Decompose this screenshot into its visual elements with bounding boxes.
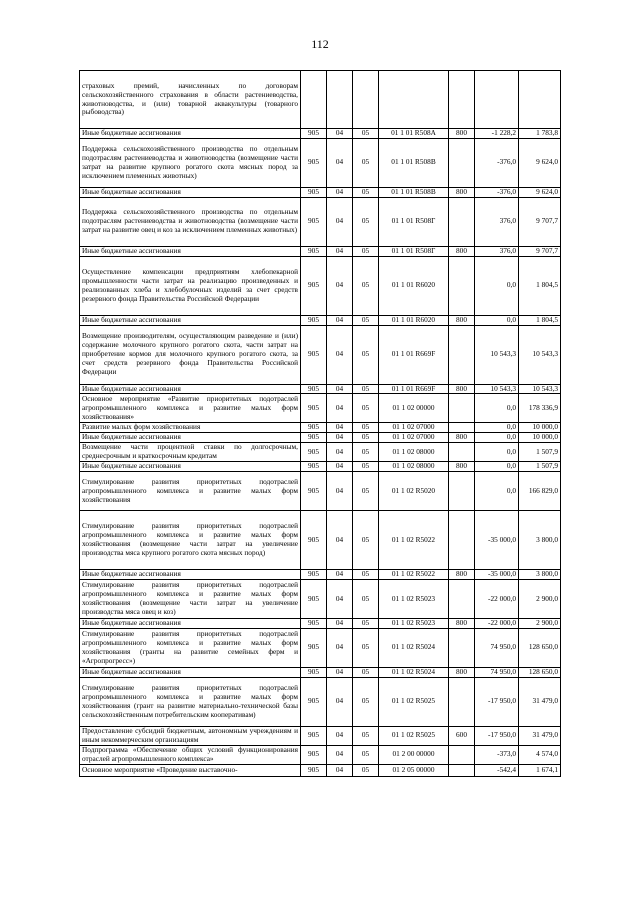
target-article-code: 01 1 02 R5025: [379, 726, 449, 745]
admin-code: 905: [301, 256, 327, 315]
row-name: Стимулирование развития приоритетных подотраслей агропромышленного комплекса и развитие малых форм хозяйствования: [80, 472, 301, 511]
table-row: [80, 745, 561, 764]
table-row: [80, 619, 561, 629]
subsection-code: 05: [353, 726, 379, 745]
subsection-code: 05: [353, 325, 379, 384]
admin-code: 905: [301, 138, 327, 187]
table-row: [80, 628, 561, 667]
total-amount: 10 543,3: [519, 325, 561, 384]
section-code: 04: [327, 129, 353, 139]
table-row: [80, 246, 561, 256]
change-amount: 0,0: [475, 433, 519, 443]
total-amount: [519, 71, 561, 129]
table-row: [80, 129, 561, 139]
row-name: Иные бюджетные ассигнования: [80, 129, 301, 139]
admin-code: 905: [301, 394, 327, 423]
subsection-code: 05: [353, 138, 379, 187]
row-name: Иные бюджетные ассигнования: [80, 570, 301, 580]
subsection-code: 05: [353, 246, 379, 256]
row-name: Иные бюджетные ассигнования: [80, 619, 301, 629]
section-code: 04: [327, 677, 353, 726]
expense-type-code: [449, 394, 475, 423]
table-row: [80, 726, 561, 745]
target-article-code: 01 1 01 R669F: [379, 384, 449, 394]
change-amount: 0,0: [475, 394, 519, 423]
admin-code: 905: [301, 764, 327, 776]
total-amount: 2 900,0: [519, 619, 561, 629]
total-amount: 10 543,3: [519, 384, 561, 394]
target-article-code: 01 1 02 R5022: [379, 511, 449, 570]
target-article-code: 01 1 02 R5024: [379, 667, 449, 677]
row-name: Основное мероприятие «Развитие приоритетных подотраслей агропромышленного комплекса и развитие малых форм хозяйствования»: [80, 394, 301, 423]
admin-code: 905: [301, 628, 327, 667]
admin-code: 905: [301, 570, 327, 580]
table-row: [80, 462, 561, 472]
admin-code: [301, 71, 327, 129]
section-code: 04: [327, 256, 353, 315]
total-amount: 3 800,0: [519, 511, 561, 570]
admin-code: 905: [301, 129, 327, 139]
admin-code: 905: [301, 472, 327, 511]
expense-type-code: 800: [449, 129, 475, 139]
expense-type-code: [449, 325, 475, 384]
row-name: Возмещение части процентной ставки по долгосрочным, среднесрочным и краткосрочным кредитам: [80, 443, 301, 462]
change-amount: 0,0: [475, 256, 519, 315]
total-amount: 1 674,1: [519, 764, 561, 776]
total-amount: 128 650,0: [519, 628, 561, 667]
subsection-code: 05: [353, 580, 379, 619]
target-article-code: 01 1 01 R6020: [379, 315, 449, 325]
row-name: Возмещение производителям, осуществляющим разведение и (или) содержание молочного крупного рогатого скота, части затрат на приобретение кормов для молочного крупного рогатого скота, за счет средств резервного фонда Правительства Российской Федерации: [80, 325, 301, 384]
section-code: 04: [327, 667, 353, 677]
total-amount: 1 507,9: [519, 462, 561, 472]
target-article-code: 01 1 01 R508В: [379, 187, 449, 197]
change-amount: -17 950,0: [475, 677, 519, 726]
row-name: Стимулирование развития приоритетных подотраслей агропромышленного комплекса и развитие малых форм хозяйствования (возмещение части затрат на увеличение производства мяса овец и коз): [80, 580, 301, 619]
target-article-code: 01 1 02 R5023: [379, 619, 449, 629]
target-article-code: 01 2 00 00000: [379, 745, 449, 764]
target-article-code: 01 1 01 R508Г: [379, 246, 449, 256]
total-amount: 1 804,5: [519, 315, 561, 325]
row-name: Иные бюджетные ассигнования: [80, 433, 301, 443]
table-row: [80, 433, 561, 443]
admin-code: 905: [301, 384, 327, 394]
section-code: 04: [327, 187, 353, 197]
section-code: 04: [327, 570, 353, 580]
change-amount: -373,0: [475, 745, 519, 764]
target-article-code: [379, 71, 449, 129]
expense-type-code: 800: [449, 433, 475, 443]
expense-type-code: [449, 256, 475, 315]
subsection-code: 05: [353, 433, 379, 443]
row-name: Иные бюджетные ассигнования: [80, 187, 301, 197]
total-amount: 128 650,0: [519, 667, 561, 677]
table-row: [80, 325, 561, 384]
change-amount: 0,0: [475, 315, 519, 325]
section-code: 04: [327, 246, 353, 256]
total-amount: 178 336,9: [519, 394, 561, 423]
change-amount: 376,0: [475, 197, 519, 246]
section-code: 04: [327, 580, 353, 619]
admin-code: 905: [301, 187, 327, 197]
expense-type-code: [449, 745, 475, 764]
section-code: 04: [327, 628, 353, 667]
expense-type-code: 800: [449, 246, 475, 256]
expense-type-code: 800: [449, 667, 475, 677]
row-name: Поддержка сельскохозяйственного производства по отдельным подотраслям растениеводства и животноводства (возмещение части затрат на развитие крупного рогатого скота мясных пород за исключением племенных животных): [80, 138, 301, 187]
row-name: Осуществление компенсации предприятиям хлебопекарной промышленности части затрат на реализацию произведенных и реализованных хлеба и хлебобулочных изделий за счет средств резервного фонда Правительства Российской Федерации: [80, 256, 301, 315]
change-amount: -17 950,0: [475, 726, 519, 745]
expense-type-code: [449, 472, 475, 511]
section-code: 04: [327, 511, 353, 570]
expense-type-code: 800: [449, 384, 475, 394]
table-row: [80, 443, 561, 462]
expense-type-code: 800: [449, 462, 475, 472]
admin-code: 905: [301, 462, 327, 472]
admin-code: 905: [301, 677, 327, 726]
total-amount: 4 574,0: [519, 745, 561, 764]
expense-type-code: [449, 677, 475, 726]
target-article-code: 01 1 02 R5022: [379, 570, 449, 580]
admin-code: 905: [301, 246, 327, 256]
target-article-code: 01 1 02 R5023: [379, 580, 449, 619]
target-article-code: 01 1 02 07000: [379, 423, 449, 433]
section-code: 04: [327, 423, 353, 433]
expense-type-code: [449, 197, 475, 246]
table-row: [80, 580, 561, 619]
row-name: Основное мероприятие «Проведение выставочно-: [80, 764, 301, 776]
section-code: 04: [327, 726, 353, 745]
admin-code: 905: [301, 197, 327, 246]
subsection-code: 05: [353, 256, 379, 315]
table-row: [80, 187, 561, 197]
subsection-code: 05: [353, 129, 379, 139]
admin-code: 905: [301, 619, 327, 629]
subsection-code: 05: [353, 472, 379, 511]
subsection-code: 05: [353, 677, 379, 726]
target-article-code: 01 1 02 00000: [379, 394, 449, 423]
change-amount: 10 543,3: [475, 384, 519, 394]
total-amount: 3 800,0: [519, 570, 561, 580]
table-row: [80, 394, 561, 423]
section-code: 04: [327, 394, 353, 423]
table-row: [80, 472, 561, 511]
row-name: Иные бюджетные ассигнования: [80, 384, 301, 394]
row-name: Поддержка сельскохозяйственного производства по отдельным подотраслям растениеводства и животноводства (возмещение части затрат на развитие овец и коз за исключением племенных животных): [80, 197, 301, 246]
admin-code: 905: [301, 423, 327, 433]
total-amount: 1 804,5: [519, 256, 561, 315]
change-amount: -376,0: [475, 187, 519, 197]
section-code: 04: [327, 197, 353, 246]
subsection-code: 05: [353, 570, 379, 580]
target-article-code: 01 1 01 R508В: [379, 138, 449, 187]
subsection-code: 05: [353, 423, 379, 433]
total-amount: 9 624,0: [519, 187, 561, 197]
total-amount: 166 829,0: [519, 472, 561, 511]
table-body: [80, 71, 561, 777]
table-row: [80, 764, 561, 776]
change-amount: -22 000,0: [475, 580, 519, 619]
row-name: Стимулирование развития приоритетных подотраслей агропромышленного комплекса и развитие малых форм хозяйствования (гранты на развитие семейных ферм и «Агропрогресс»): [80, 628, 301, 667]
target-article-code: 01 1 01 R508Г: [379, 197, 449, 246]
change-amount: -35 000,0: [475, 570, 519, 580]
row-name: страховых премий, начисленных по договорам сельскохозяйственного страхования в области растениеводства, животноводства, и (или) товарной аквакультуры (товарного рыбоводства): [80, 71, 301, 129]
change-amount: 0,0: [475, 462, 519, 472]
subsection-code: 05: [353, 745, 379, 764]
total-amount: 31 479,0: [519, 677, 561, 726]
table-row: [80, 570, 561, 580]
admin-code: 905: [301, 726, 327, 745]
change-amount: 376,0: [475, 246, 519, 256]
subsection-code: 05: [353, 462, 379, 472]
total-amount: 1 507,9: [519, 443, 561, 462]
change-amount: [475, 71, 519, 129]
section-code: 04: [327, 384, 353, 394]
target-article-code: 01 1 01 R669F: [379, 325, 449, 384]
total-amount: 9 624,0: [519, 138, 561, 187]
subsection-code: 05: [353, 511, 379, 570]
admin-code: 905: [301, 315, 327, 325]
table-row: [80, 667, 561, 677]
row-name: Развитие малых форм хозяйствования: [80, 423, 301, 433]
change-amount: 74 950,0: [475, 628, 519, 667]
subsection-code: 05: [353, 764, 379, 776]
change-amount: -22 000,0: [475, 619, 519, 629]
admin-code: 905: [301, 580, 327, 619]
table-row: [80, 677, 561, 726]
admin-code: 905: [301, 325, 327, 384]
target-article-code: 01 1 02 R5020: [379, 472, 449, 511]
section-code: 04: [327, 745, 353, 764]
section-code: 04: [327, 764, 353, 776]
expense-type-code: 800: [449, 619, 475, 629]
subsection-code: 05: [353, 394, 379, 423]
subsection-code: 05: [353, 619, 379, 629]
row-name: Стимулирование развития приоритетных подотраслей агропромышленного комплекса и развитие малых форм хозяйствования (возмещение части затрат на увеличение производства мяса крупного рогатого скота мясных пород): [80, 511, 301, 570]
section-code: 04: [327, 433, 353, 443]
expense-type-code: [449, 423, 475, 433]
expense-type-code: [449, 628, 475, 667]
row-name: Иные бюджетные ассигнования: [80, 246, 301, 256]
table-row: [80, 384, 561, 394]
expense-type-code: 800: [449, 570, 475, 580]
row-name: Иные бюджетные ассигнования: [80, 462, 301, 472]
subsection-code: 05: [353, 667, 379, 677]
table-row: [80, 256, 561, 315]
total-amount: 9 707,7: [519, 197, 561, 246]
expense-type-code: [449, 511, 475, 570]
expense-type-code: [449, 580, 475, 619]
row-name: Предоставление субсидий бюджетным, автономным учреждениям и иным некоммерческим организациям: [80, 726, 301, 745]
section-code: [327, 71, 353, 129]
subsection-code: [353, 71, 379, 129]
total-amount: 9 707,7: [519, 246, 561, 256]
change-amount: -1 228,2: [475, 129, 519, 139]
section-code: 04: [327, 443, 353, 462]
total-amount: 10 000,0: [519, 433, 561, 443]
subsection-code: 05: [353, 384, 379, 394]
target-article-code: 01 1 01 R508А: [379, 129, 449, 139]
table-row: [80, 315, 561, 325]
budget-table: [79, 70, 561, 777]
change-amount: -376,0: [475, 138, 519, 187]
section-code: 04: [327, 472, 353, 511]
row-name: Иные бюджетные ассигнования: [80, 315, 301, 325]
expense-type-code: 800: [449, 187, 475, 197]
section-code: 04: [327, 325, 353, 384]
expense-type-code: [449, 443, 475, 462]
target-article-code: 01 1 01 R6020: [379, 256, 449, 315]
section-code: 04: [327, 462, 353, 472]
change-amount: 0,0: [475, 443, 519, 462]
subsection-code: 05: [353, 628, 379, 667]
section-code: 04: [327, 619, 353, 629]
change-amount: 0,0: [475, 423, 519, 433]
total-amount: 2 900,0: [519, 580, 561, 619]
table-row: [80, 423, 561, 433]
subsection-code: 05: [353, 315, 379, 325]
target-article-code: 01 1 02 07000: [379, 433, 449, 443]
expense-type-code: 800: [449, 315, 475, 325]
row-name: Иные бюджетные ассигнования: [80, 667, 301, 677]
expense-type-code: [449, 71, 475, 129]
change-amount: -35 000,0: [475, 511, 519, 570]
change-amount: 10 543,3: [475, 325, 519, 384]
target-article-code: 01 1 02 R5024: [379, 628, 449, 667]
admin-code: 905: [301, 433, 327, 443]
change-amount: -542,4: [475, 764, 519, 776]
total-amount: 31 479,0: [519, 726, 561, 745]
target-article-code: 01 1 02 08000: [379, 462, 449, 472]
subsection-code: 05: [353, 187, 379, 197]
row-name: Стимулирование развития приоритетных подотраслей агропромышленного комплекса и развитие малых форм хозяйствования (грант на развитие материально-технической базы сельскохозяйственным потребительским кооперативам): [80, 677, 301, 726]
admin-code: 905: [301, 667, 327, 677]
page-number: 112: [311, 37, 329, 51]
subsection-code: 05: [353, 197, 379, 246]
expense-type-code: [449, 764, 475, 776]
target-article-code: 01 1 02 08000: [379, 443, 449, 462]
total-amount: 10 000,0: [519, 423, 561, 433]
table-row: [80, 511, 561, 570]
section-code: 04: [327, 138, 353, 187]
table-row: [80, 138, 561, 187]
table-row: [80, 71, 561, 129]
admin-code: 905: [301, 745, 327, 764]
target-article-code: 01 2 05 00000: [379, 764, 449, 776]
admin-code: 905: [301, 443, 327, 462]
change-amount: 0,0: [475, 472, 519, 511]
target-article-code: 01 1 02 R5025: [379, 677, 449, 726]
admin-code: 905: [301, 511, 327, 570]
change-amount: 74 950,0: [475, 667, 519, 677]
subsection-code: 05: [353, 443, 379, 462]
table-row: [80, 197, 561, 246]
section-code: 04: [327, 315, 353, 325]
row-name: Подпрограмма «Обеспечение общих условий функционирования отраслей агропромышленного комплекса»: [80, 745, 301, 764]
expense-type-code: [449, 138, 475, 187]
expense-type-code: 600: [449, 726, 475, 745]
total-amount: 1 783,8: [519, 129, 561, 139]
